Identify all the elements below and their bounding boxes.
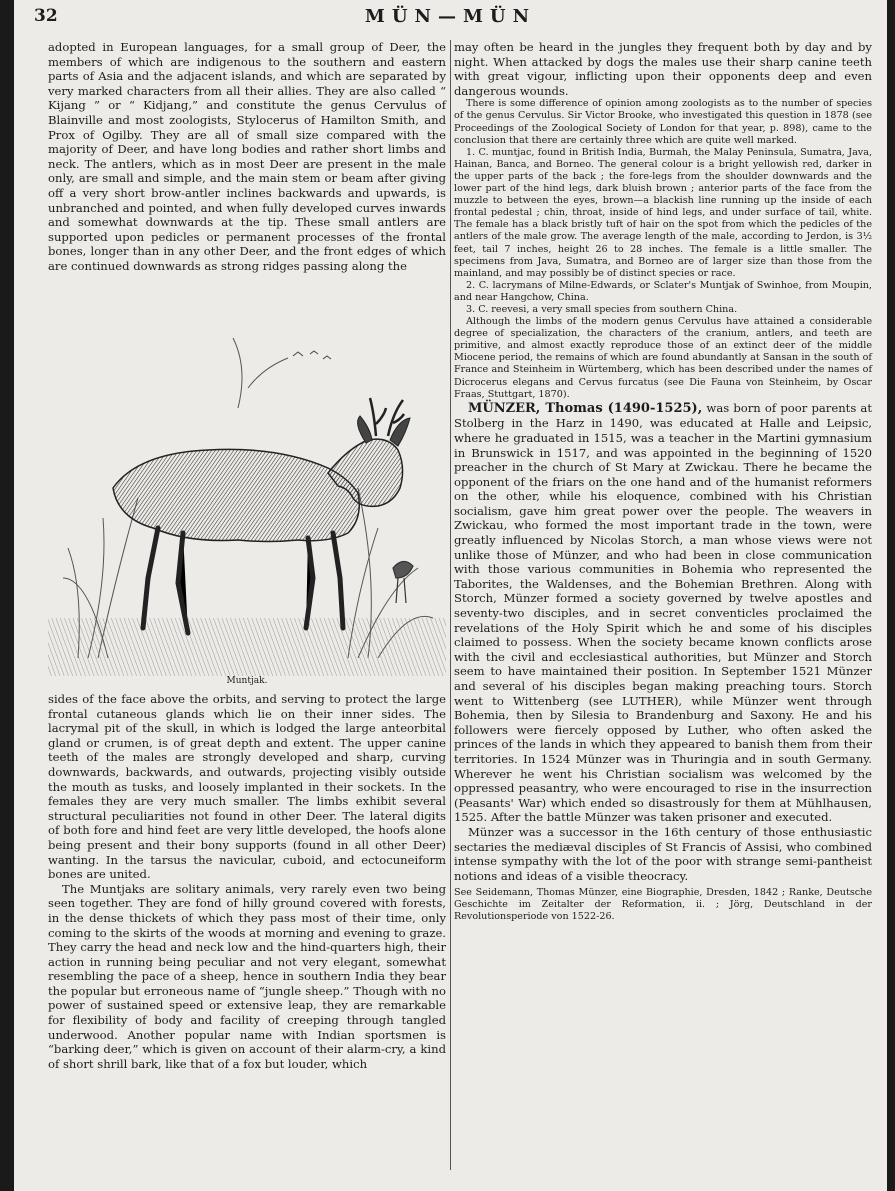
paragraph-munzer-successor: Münzer was a successor in the 16th century of those enthusiastic sectaries the mediæval disciples of St Francis of Assisi, who combined intense sympathy with the lot of the poor with strange semi-pantheist notions and ideas of a visible theocracy. xyxy=(454,824,872,883)
munzer-body: was born of poor parents at Stolberg in the Harz in 1490, was educated at Halle and Leipsic, where he graduated in 1515, was a teacher in the Martini gymnasium in Brunswick in 1517, and was appointed in the beginning of 1520 preacher in the church of St Mary at Zwickau. There he became the opponent of the friars on the one hand and of the humanist reformers on the other, while his eloquence, combined with his Christian socialism, gave him great power over the people. The weavers in Zwickau, who formed the most important trade in the town, were greatly influenced by Nicolas Storch, a man whose views were not unlike those of Münzer, and who had been in close communication with those various communities in Bohemia who represented the Taborites, the Waldenses, and the Bohemian Brethren. Along with Storch, Münzer formed a society governed by twelve apostles and seventy-two disciples, and in secret conventicles proclaimed the revelations of the Holy Spirit which he and some of his disciples claimed to possess. When the society became known conflicts arose with the civil and ecclesiastical authorities, but Münzer and Storch seem to have maintained their position. In September 1521 Münzer and several of his disciples began making preaching tours. Storch went to Wittenberg (see LUTHER), while Münzer went through Bohemia, then by Silesia to Brandenburg and Saxony. He and his followers were fiercely opposed by Luther, who often asked the princes of the lands in which they appeared to banish them from their territories. In 1524 Münzer was in Thuringia and in south Germany. Wherever he went his Christian socialism was welcomed by the oppressed peasantry, who were encouraged to rise in the insurrection (Peasants' War) which ended so disastrously for them at Mühlhausen, 1525. After the battle Münzer was taken prisoner and executed. xyxy=(454,400,873,825)
headword-munzer: MÜNZER, Thomas (1490-1525), xyxy=(468,400,703,416)
column-divider xyxy=(450,40,451,1170)
figure-caption: Muntjak. xyxy=(226,676,268,686)
paragraph-muntjak-anatomy: sides of the face above the orbits, and serving to protect the large frontal cutaneous glands which lie on their inner sides. The lacrymal pit of the skull, in which is lodged the large anteorbital gland or crumen, is of great depth and extent. The upper canine teeth of the males are strongly developed and sharp, curving downwards, backwards, and outwards, projecting visibly outside the mouth as tusks, and loosely implanted in their sockets. In the females they are very much smaller. The limbs exhibit several structural peculiarities not found in other Deer. The lateral digits of both fore and hind feet are very little developed, the hoofs alone being present and their bony supports (found in all other Deer) wanting. In the tarsus the navicular, cuboid, and ectocuneiform bones are united. xyxy=(48,692,446,882)
page-header xyxy=(34,6,867,30)
species-entry-2: 2. C. lacrymans of Milne-Edwards, or Sclater's Muntjak of Swinhoe, from Moupin, and near Hangchow, China. xyxy=(454,279,872,303)
muntjak-legs xyxy=(143,528,343,633)
paragraph-muntjak-barking: may often be heard in the jungles they frequent both by day and by night. When attacked by dogs the males use their sharp canine teeth with great vigour, inflicting upon their opponents deep and even dangerous wounds. xyxy=(454,40,872,98)
note-species-count: There is some difference of opinion among zoologists as to the number of species of the genus Cervulus. Sir Victor Brooke, who investigated this question in 1878 (see Proceedings of the Zoological Society of London for that year, p. 898), came to the conclusion that there are certainly three which are quite well marked. xyxy=(454,98,872,146)
left-column-bottom xyxy=(48,692,446,1071)
running-head: MÜN—MÜN xyxy=(364,6,537,27)
heron-figure xyxy=(393,561,413,603)
muntjak-ear xyxy=(358,416,372,443)
left-column-top xyxy=(48,40,446,274)
note-miocene: Although the limbs of the modern genus Cervulus have attained a considerable degree of specialization, the characters of the cranium, antlers, and teeth are primitive, and almost exactly reproduce those of an extinct deer of the middle Miocene period, the remains of which are found abundantly at Sansan in the south of France and Steinheim in Würtemberg, which has been described under the names of Dicrocerus elegans and Cervus furcatus (see Die Fauna von Steinheim, by Oscar Fraas, Stuttgart, 1870). xyxy=(454,316,872,400)
muntjak-illustration xyxy=(48,328,446,688)
species-entry-1: 1. C. muntjac, found in British India, Burmah, the Malay Peninsula, Sumatra, Java, Hainan, Banca, and Borneo. The general colour is a bright yellowish red, darker in the upper parts of the back ; the fore-legs from the shoulder downwards and the lower part of the hind legs, dark bluish brown ; anterior parts of the face from the muzzle to between the eyes, brown—a blackish line running up the inside of each frontal pedestal ; chin, throat, inside of hind legs, and under surface of tail, white. The female has a black bristly tuft of hair on the spot from which the pedicles of the antlers of the male grow. The average length of the male, according to Jerdon, is 3½ feet, tail 7 inches, height 26 to 28 inches. The female is a little smaller. The specimens from Java, Sumatra, and Borneo are of larger size than those from the mainland, and may possibly be of distinct species or race. xyxy=(454,146,872,279)
muntjak-body xyxy=(113,449,359,541)
species-entry-3: 3. C. reevesi, a very small species from southern China. xyxy=(466,303,738,315)
paragraph-muntjak-intro: adopted in European languages, for a small group of Deer, the members of which are indigenous to the southern and eastern parts of Asia and the adjacent islands, and which are separated by very marked characters from all their allies. They are also called “ Kijang ” or “ Kidjang,” and constitute the genus Cervulus of Blainville and most zoologists, Stylocerus of Hamilton Smith, and Prox of Ogilby. They are all of small size compared with the majority of Deer, and have long bodies and rather short limbs and neck. The antlers, which as in most Deer are present in the male only, are small and simple, and the main stem or beam after giving off a very short brow-antler inclines backwards and upwards, is unbranched and pointed, and when fully developed curves inwards and somewhat downwards at the tip. These small antlers are supported upon pedicles or permanent processes of the frontal bones, longer than in any other Deer, and the front edges of which are continued downwards as strong ridges passing along the xyxy=(48,40,446,273)
page-number: 32 xyxy=(34,6,58,26)
species-notes xyxy=(454,98,872,400)
article-munzer xyxy=(454,401,872,825)
bibliography-note: See Seidemann, Thomas Münzer, eine Biographie, Dresden, 1842 ; Ranke, Deutsche Geschichte im Zeitalter der Reformation, ii. ; Jörg, Deutschland in der Revolutionsperiode von 1522-26. xyxy=(454,887,872,923)
muntjak-antler-left xyxy=(370,398,386,436)
book-page xyxy=(14,0,887,1191)
muntjak-engraving xyxy=(48,328,446,676)
ground-shading xyxy=(48,618,446,676)
birds xyxy=(293,351,331,359)
right-column xyxy=(454,40,872,923)
paragraph-muntjak-habits: The Muntjaks are solitary animals, very rarely even two being seen together. They are fond of hilly ground covered with forests, in the dense thickets of which they pass most of their time, only coming to the skirts of the woods at morning and evening to graze. They carry the head and neck low and the hind-quarters high, their action in running being peculiar and not very elegant, somewhat resembling the pace of a sheep, hence in southern India they bear the popular but erroneous name of “jungle sheep.” Though with no power of sustained speed or extensive leap, they are remarkable for flexibility of body and facility of creeping through tangled underwood. Another popular name with Indian sportsmen is “barking deer,” which is given on account of their alarm-cry, a kind of short shrill bark, like that of a fox but louder, which xyxy=(48,881,446,1071)
